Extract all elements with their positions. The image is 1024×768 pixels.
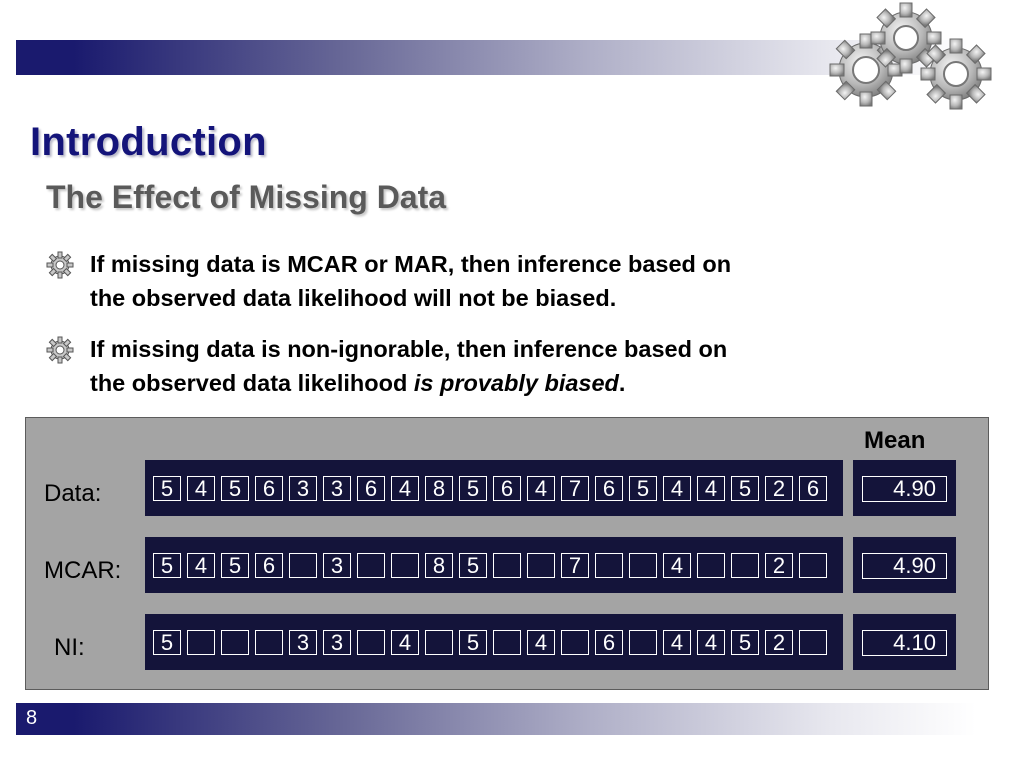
data-cell — [527, 553, 555, 578]
mean-value: 4.90 — [862, 553, 947, 579]
data-cell — [799, 553, 827, 578]
data-cell: 3 — [323, 630, 351, 655]
bullet-item — [40, 247, 900, 315]
bullet-line: the observed data likelihood — [90, 370, 414, 396]
data-cell: 5 — [221, 476, 249, 501]
row-label-data: Data: — [44, 480, 102, 507]
data-cell: 2 — [765, 476, 793, 501]
bullet-line: If missing data is non-ignorable, then inference based on — [90, 336, 728, 362]
mean-box — [853, 460, 956, 516]
data-cell: 4 — [697, 476, 725, 501]
data-cell: 4 — [391, 630, 419, 655]
data-cell: 6 — [595, 476, 623, 501]
gear-bullet-icon — [44, 334, 76, 366]
bullet-line: the observed data likelihood will not be biased. — [90, 285, 617, 311]
data-cell — [493, 553, 521, 578]
gear-bullet-icon — [44, 249, 76, 281]
emphasis-text: is provably biased — [413, 370, 619, 396]
data-cell — [357, 630, 385, 655]
mean-box — [853, 537, 956, 593]
data-cell: 5 — [459, 553, 487, 578]
page-subtitle: The Effect of Missing Data — [46, 179, 447, 215]
data-cell — [289, 553, 317, 578]
data-cell: 5 — [153, 553, 181, 578]
gears-icon — [826, 2, 996, 112]
data-cell: 4 — [663, 630, 691, 655]
data-cell: 5 — [731, 630, 759, 655]
data-cell: 6 — [255, 476, 283, 501]
page-number: 8 — [26, 707, 38, 729]
data-strip — [145, 614, 843, 670]
data-cell — [561, 630, 589, 655]
data-cell — [493, 630, 521, 655]
data-cell: 7 — [561, 553, 589, 578]
bullet-list — [40, 247, 900, 417]
data-cell: 6 — [493, 476, 521, 501]
data-cell — [187, 630, 215, 655]
data-cell — [629, 630, 657, 655]
bullet-item — [40, 332, 900, 400]
data-cell: 3 — [289, 630, 317, 655]
data-cell: 6 — [799, 476, 827, 501]
data-cell — [629, 553, 657, 578]
data-cell — [391, 553, 419, 578]
data-cell: 4 — [663, 476, 691, 501]
data-cell — [255, 630, 283, 655]
data-cell: 5 — [731, 476, 759, 501]
data-cell: 2 — [765, 553, 793, 578]
data-cell — [595, 553, 623, 578]
page-title: Introduction — [30, 120, 267, 164]
data-cell: 5 — [459, 630, 487, 655]
data-cell: 3 — [289, 476, 317, 501]
bullet-line-end: . — [618, 370, 626, 396]
data-cell: 4 — [391, 476, 419, 501]
data-cell: 5 — [153, 476, 181, 501]
data-cell: 5 — [221, 553, 249, 578]
bullet-line: If missing data is MCAR or MAR, then inference based on — [90, 251, 732, 277]
row-label-mcar: MCAR: — [44, 557, 122, 584]
data-cell: 3 — [323, 476, 351, 501]
data-cell: 8 — [425, 553, 453, 578]
data-cell: 4 — [697, 630, 725, 655]
data-cell: 5 — [629, 476, 657, 501]
mean-header: Mean — [864, 427, 926, 454]
data-cell: 6 — [595, 630, 623, 655]
data-cell — [731, 553, 759, 578]
data-cell: 5 — [459, 476, 487, 501]
data-cell: 8 — [425, 476, 453, 501]
data-cell: 4 — [187, 553, 215, 578]
data-strip — [145, 460, 843, 516]
data-cell: 7 — [561, 476, 589, 501]
data-cell — [799, 630, 827, 655]
data-cell: 5 — [153, 630, 181, 655]
data-cell: 4 — [187, 476, 215, 501]
mean-value: 4.90 — [862, 476, 947, 502]
data-cell: 4 — [527, 476, 555, 501]
data-cell — [425, 630, 453, 655]
data-strip — [145, 537, 843, 593]
data-cell: 6 — [357, 476, 385, 501]
data-cell: 4 — [663, 553, 691, 578]
data-cell — [357, 553, 385, 578]
data-cell — [697, 553, 725, 578]
data-cell: 4 — [527, 630, 555, 655]
mean-value: 4.10 — [862, 630, 947, 656]
mean-box — [853, 614, 956, 670]
data-cell: 6 — [255, 553, 283, 578]
data-cell: 2 — [765, 630, 793, 655]
data-cell — [221, 630, 249, 655]
row-label-ni: NI: — [54, 634, 85, 661]
data-cell: 3 — [323, 553, 351, 578]
footer-gradient-bar — [16, 703, 976, 735]
